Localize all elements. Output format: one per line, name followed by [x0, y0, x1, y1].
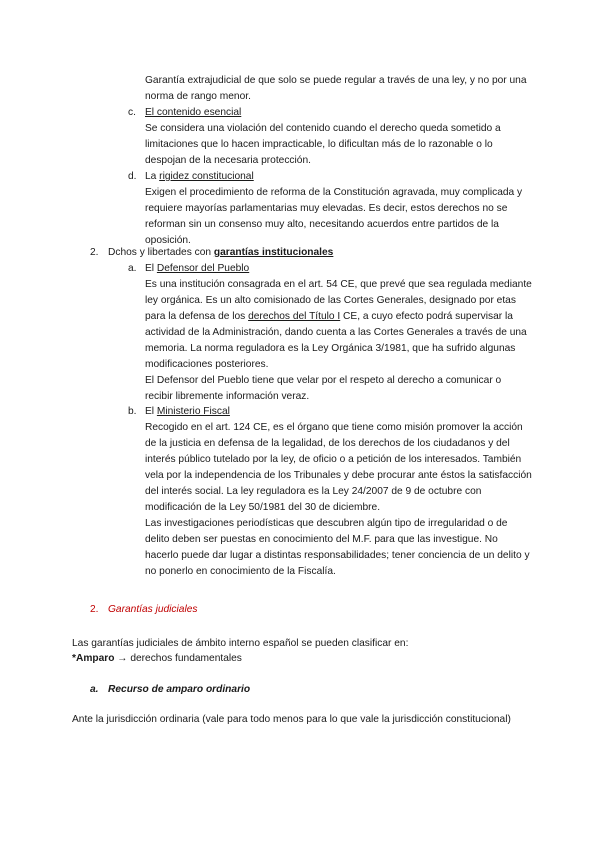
paragraph-line: recibir libremente información veraz.	[145, 391, 310, 402]
paragraph-line: Garantía extrajudicial de que solo se puede regular a través de una ley, y no por una	[145, 75, 527, 86]
paragraph-line: hacerlo puede dar lugar a distintas responsabilidades; tener conciencia de un delito y	[145, 550, 530, 561]
list-marker: c.	[128, 107, 136, 118]
paragraph-line: Es una institución consagrada en el art. 54 CE, que prevé que sea regulada mediante	[145, 279, 532, 290]
paragraph-line	[145, 309, 513, 325]
paragraph-line: memoria. La norma reguladora es la Ley Orgánica 3/1981, que ha sufrido algunas	[145, 343, 516, 354]
defensor-link: Defensor del Pueblo	[156, 263, 250, 274]
paragraph-line: de la justicia en defensa de la legalidad, de los derechos de los ciudadanos y del	[145, 438, 510, 449]
subsection-heading: Recurso de amparo ordinario	[108, 684, 251, 695]
heading-marker: 2.	[90, 604, 99, 615]
section-heading: Garantías judiciales	[108, 604, 198, 615]
text-span: para la defensa de los	[145, 311, 249, 322]
ministerio-link: Ministerio Fiscal	[156, 406, 230, 417]
paragraph-line: Se considera una violación del contenido cuando el derecho queda sometido a	[145, 123, 501, 134]
paragraph-line: despojan de la necesaria protección.	[145, 155, 311, 166]
titulo-i-link: derechos del Título I	[248, 311, 341, 322]
paragraph-line: no ponerlo en conocimiento de la Fiscalía.	[145, 566, 336, 577]
paragraph-line: El Defensor del Pueblo tiene que velar por el respeto al derecho a comunicar o	[145, 375, 502, 386]
rigidez-link: rigidez constitucional	[159, 171, 254, 182]
item-2-heading	[108, 245, 333, 261]
paragraph-line: delito deben ser puestas en conocimiento del M.F. para que las investigue. No	[145, 534, 498, 545]
paragraph-line: Las investigaciones periodísticas que descubren algún tipo de irregularidad o de	[145, 518, 508, 529]
paragraph-line: Exigen el procedimiento de reforma de la Constitución agravada, muy complicada y	[145, 187, 523, 198]
item-2b-title	[145, 404, 230, 420]
paragraph-line: requiere mayorías parlamentarias muy elevadas. Es decir, estos derechos no se	[145, 203, 508, 214]
paragraph-line: ley orgánica. Es un alto comisionado de las Cortes Generales, designado por etas	[145, 295, 516, 306]
heading-prefix: Dchos y libertades con	[108, 247, 214, 258]
paragraph-line: norma de rango menor.	[145, 91, 251, 102]
intro-text: Las garantías judiciales de ámbito interno español se pueden clasificar en:	[72, 638, 409, 649]
title-prefix: La	[145, 171, 160, 182]
item-d-title	[145, 169, 254, 185]
amparo-label: *Amparo	[72, 653, 115, 664]
item-c-title: El contenido esencial	[145, 107, 242, 118]
text-span: CE, a cuyo efecto podrá supervisar la	[340, 311, 513, 322]
paragraph-line: actividad de la Administración, dando cuenta a las Cortes Generales a través de una	[145, 327, 527, 338]
paragraph-line: reforman sin un consenso muy alto, necesitando acuerdos entre partidos de la	[145, 219, 499, 230]
list-marker: d.	[128, 171, 137, 182]
paragraph-line: modificación de la Ley 50/1981 del 30 de diciembre.	[145, 502, 381, 513]
paragraph-line: oposición.	[145, 235, 191, 246]
heading-marker: a.	[90, 684, 99, 695]
garantias-institucionales: garantías institucionales	[213, 247, 334, 258]
amparo-line	[72, 651, 242, 667]
amparo-rest: → derechos fundamentales	[114, 653, 242, 664]
item-2a-title	[145, 261, 249, 277]
title-prefix: El	[145, 263, 157, 274]
paragraph-line: vela por la independencia de los Tribunales y debe procurar ante éstos la satisfacción	[145, 470, 532, 481]
paragraph-line: interés público tutelado por la ley, de oficio o a petición de los interesados. También	[145, 454, 522, 465]
paragraph-line: Recogido en el art. 124 CE, es el órgano que tiene como misión promover la acción	[145, 422, 523, 433]
paragraph-line: del interés social. La ley reguladora es la Ley 24/2007 de 9 de octubre con	[145, 486, 482, 497]
paragraph-line: modificaciones posteriores.	[145, 359, 269, 370]
list-marker: b.	[128, 406, 137, 417]
list-marker: 2.	[90, 247, 99, 258]
title-prefix: El	[145, 406, 157, 417]
closing-text: Ante la jurisdicción ordinaria (vale para todo menos para lo que vale la jurisdicción constitucional)	[72, 714, 511, 725]
list-marker: a.	[128, 263, 137, 274]
paragraph-line: limitaciones que lo hacen impracticable, lo dificultan más de lo razonable o lo	[145, 139, 493, 150]
